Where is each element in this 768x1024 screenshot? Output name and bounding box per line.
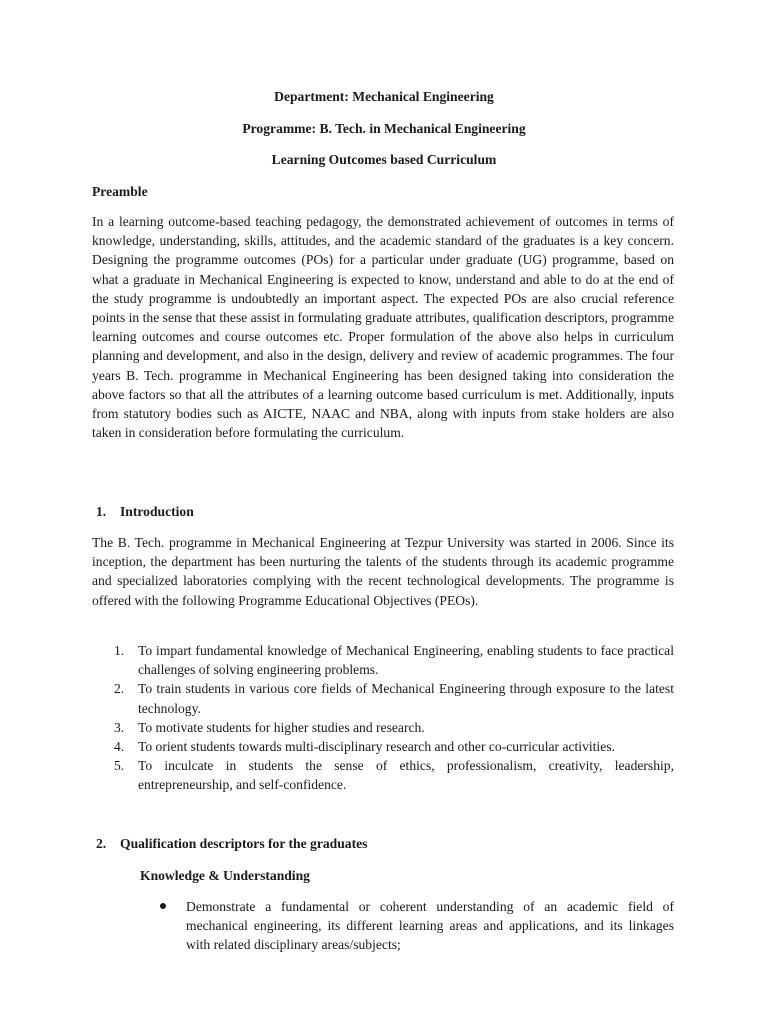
list-number: 4. <box>114 739 125 755</box>
list-number: 5. <box>114 758 125 774</box>
list-item-text: To motivate students for higher studies and research. <box>138 719 425 735</box>
peo-list <box>92 641 674 795</box>
curriculum-title: Learning Outcomes based Curriculum <box>271 152 497 167</box>
section-title: Introduction <box>120 504 194 519</box>
list-item-text: To impart fundamental knowledge of Mechanical Engineering, enabling students to face practical challenges of solving engineering problems. <box>138 643 674 678</box>
list-item <box>140 897 674 955</box>
knowledge-subheading: Knowledge & Understanding <box>140 868 310 883</box>
qualification-heading <box>92 834 367 853</box>
list-item-text: To orient students towards multi-disciplinary research and other co-curricular activities. <box>138 739 615 755</box>
list-item <box>92 641 674 679</box>
list-item <box>92 737 674 756</box>
introduction-paragraph: The B. Tech. programme in Mechanical Engineering at Tezpur University was started in 2006. Since its inception, the department has been nurturing the talents of the students through its academic programme and specialized laboratories complying with the recent technological developments. The programme is offered with the following Programme Educational Objectives (PEOs). <box>92 535 674 608</box>
section-number: 2. <box>96 836 107 851</box>
knowledge-bullet-list <box>140 897 674 955</box>
section-title: Qualification descriptors for the graduates <box>120 836 368 851</box>
department-title: Department: Mechanical Engineering <box>274 89 494 104</box>
bullet-icon <box>160 903 166 909</box>
list-item <box>92 718 674 737</box>
programme-title: Programme: B. Tech. in Mechanical Engineering <box>242 121 526 136</box>
list-item <box>92 679 674 717</box>
list-number: 1. <box>114 643 125 658</box>
preamble-heading: Preamble <box>92 184 148 199</box>
list-number: 2. <box>114 681 125 697</box>
list-item-text: Demonstrate a fundamental or coherent understanding of an academic field of mechanical engineering, its different learning areas and applications, and its linkages with related disciplinary areas/subjects; <box>186 899 674 953</box>
list-number: 3. <box>114 719 125 735</box>
list-item-text: To train students in various core fields of Mechanical Engineering through exposure to the latest technology. <box>138 681 674 716</box>
list-item-text: To inculcate in students the sense of ethics, professionalism, creativity, leadership, entrepreneurship, and self-confidence. <box>138 758 674 793</box>
introduction-heading <box>92 502 194 521</box>
list-item <box>92 756 674 794</box>
section-number: 1. <box>96 504 107 519</box>
preamble-paragraph: In a learning outcome-based teaching pedagogy, the demonstrated achievement of outcomes in terms of knowledge, understanding, skills, attitudes, and the academic standard of the graduates is a key concern. Designing the programme outcomes (POs) for a particular under graduate (UG) programme, based on what a graduate in Mechanical Engineering is expected to know, understand and able to do at the end of the study programme is undoubtedly an important aspect. The expected POs are also crucial reference points in the sense that these assist in formulating graduate attributes, qualification descriptors, programme learning outcomes and course outcomes etc. Proper formulation of the above also helps in curriculum planning and development, and also in the design, delivery and review of academic programmes. The four years B. Tech. programme in Mechanical Engineering has been designed taking into consideration the above factors so that all the attributes of a learning outcome based curriculum is met. Additionally, inputs from statutory bodies such as AICTE, NAAC and NBA, along with inputs from stake holders are also taken in consideration before formulating the curriculum. <box>92 214 674 441</box>
